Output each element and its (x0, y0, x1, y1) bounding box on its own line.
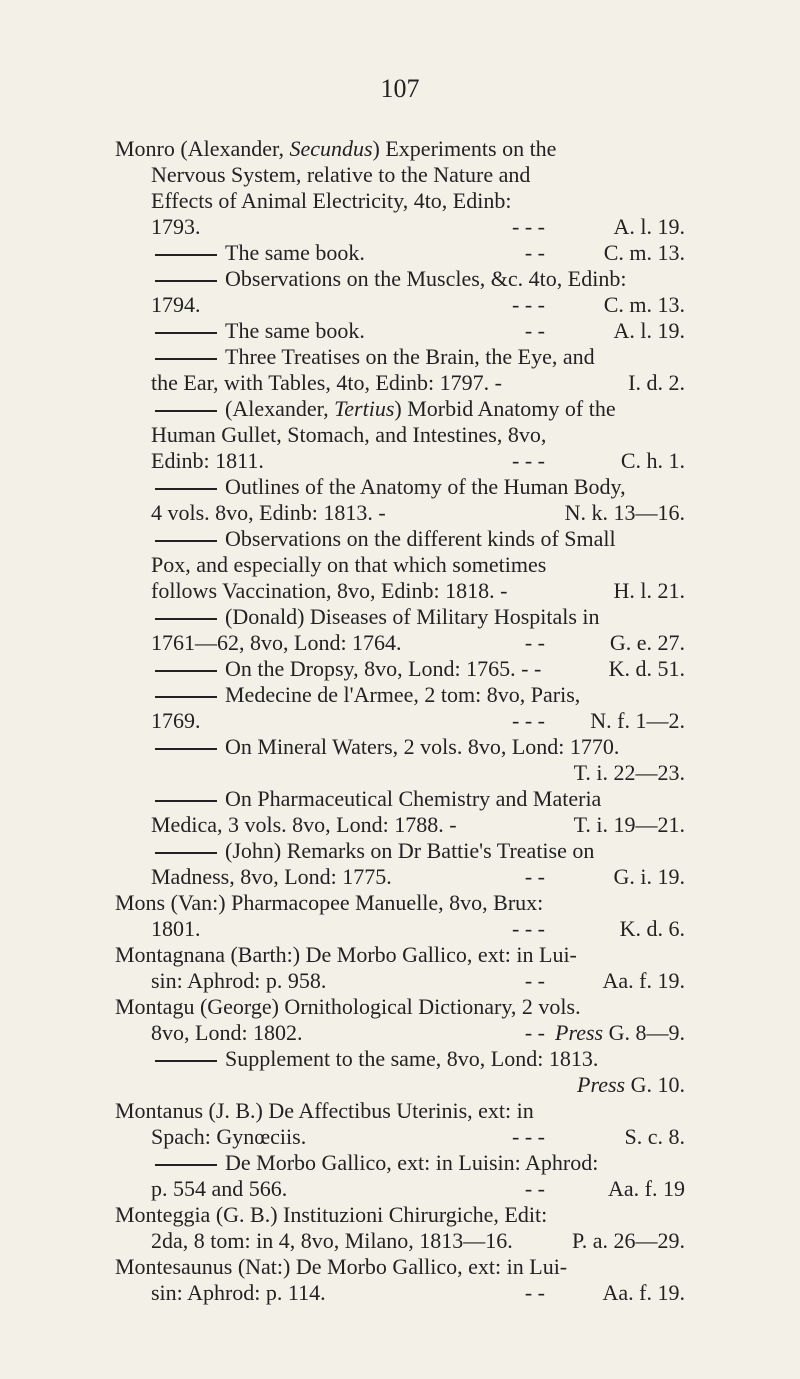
catalogue-line (115, 578, 685, 604)
catalogue-line (115, 292, 685, 318)
catalogue-line (115, 500, 685, 526)
leader-dashes: - - - (512, 1124, 545, 1149)
line-text (151, 968, 326, 993)
line-text (115, 942, 577, 967)
leader-dashes: - - - (512, 214, 545, 239)
line-text (225, 240, 365, 265)
shelf-reference: Aa. f. 19 (608, 1176, 685, 1201)
shelf-reference: N. f. 1—2. (590, 708, 685, 733)
text-segment: Montesaunus (Nat:) De Morbo Gallico, ext: in Lui- (115, 1254, 568, 1279)
line-text (151, 1228, 513, 1253)
text-segment: On Mineral Waters, 2 vols. 8vo, Lond: 1770. (225, 734, 620, 759)
line-text (151, 370, 502, 395)
line-text (225, 604, 600, 629)
shelf-reference: Aa. f. 19. (602, 968, 685, 993)
text-segment: follows Vaccination, 8vo, Edinb: 1818. - (151, 578, 508, 603)
catalogue-line (115, 812, 685, 838)
text-segment: Nervous System, relative to the Nature and (151, 162, 531, 187)
catalogue-line (115, 344, 685, 370)
line-text (115, 890, 543, 915)
catalogue-line (115, 526, 685, 552)
catalogue-line (115, 682, 685, 708)
line-text (225, 526, 616, 551)
catalogue-line (115, 786, 685, 812)
catalogue-line (115, 1176, 685, 1202)
line-text (151, 812, 457, 837)
ditto-dash (155, 800, 217, 802)
shelf-reference: Press G. 10. (577, 1072, 685, 1097)
shelf-reference: P. a. 26—29. (571, 1228, 685, 1253)
text-segment: Spach: Gynœciis. (151, 1124, 307, 1149)
text-segment: sin: Aphrod: p. 114. (151, 1280, 326, 1305)
catalogue-line (115, 968, 685, 994)
text-segment: the Ear, with Tables, 4to, Edinb: 1797. - (151, 370, 502, 395)
leader-dashes: - - (524, 1020, 545, 1045)
catalogue-line (115, 890, 685, 916)
catalogue-line (115, 1150, 685, 1176)
line-text (151, 448, 264, 473)
text-segment: 8vo, Lond: 1802. (151, 1020, 303, 1045)
line-text (115, 136, 556, 161)
catalogue-line (115, 162, 685, 188)
text-segment: 1794. (151, 292, 201, 317)
text-segment: Three Treatises on the Brain, the Eye, and (225, 344, 595, 369)
line-text (151, 500, 386, 525)
text-segment: 1761—62, 8vo, Lond: 1764. (151, 630, 402, 655)
shelf-reference: A. l. 19. (613, 318, 685, 343)
text-segment: Monro (Alexander, (115, 136, 290, 161)
catalogue-line (115, 214, 685, 240)
page-number: 107 (380, 74, 420, 103)
text-segment: 1769. (151, 708, 201, 733)
text-segment: Montagu (George) Ornithological Dictionary, 2 vols. (115, 994, 581, 1019)
ditto-dash (155, 280, 217, 282)
catalogue-line (115, 136, 685, 162)
leader-dashes: - - (524, 1280, 545, 1305)
line-text (151, 1124, 306, 1149)
shelf-reference: H. l. 21. (613, 578, 685, 603)
text-segment: Madness, 8vo, Lond: 1775. (151, 864, 392, 889)
catalogue-line (115, 1228, 685, 1254)
line-text (151, 578, 507, 603)
line-text (225, 656, 541, 681)
catalogue-line (115, 188, 685, 214)
text-segment: The same book. (225, 318, 365, 343)
shelf-reference: C. h. 1. (620, 448, 685, 473)
catalogue-line (115, 1124, 685, 1150)
shelf-reference: A. l. 19. (613, 214, 685, 239)
catalogue-line (115, 656, 685, 682)
catalogue-line (115, 1098, 685, 1124)
catalogue-line (115, 266, 685, 292)
leader-dashes: - - (524, 1176, 545, 1201)
ditto-dash (155, 358, 217, 360)
ditto-dash (155, 748, 217, 750)
text-segment: Observations on the Muscles, &c. 4to, Edinb: (225, 266, 627, 291)
line-text (151, 1176, 287, 1201)
ditto-dash (155, 670, 217, 672)
line-text (225, 1046, 598, 1071)
text-segment: Montanus (J. B.) De Affectibus Uterinis, ext: in (115, 1098, 534, 1123)
catalogue-line (115, 422, 685, 448)
ditto-dash (155, 1060, 217, 1062)
line-text (115, 1202, 547, 1227)
catalogue-line (115, 1020, 685, 1046)
ditto-dash (155, 332, 217, 334)
catalogue-line (115, 630, 685, 656)
leader-dashes: - - - (512, 448, 545, 473)
line-text (151, 1280, 326, 1305)
line-text (151, 162, 530, 187)
text-segment: Pox, and especially on that which sometimes (151, 552, 547, 577)
text-segment: Edinb: 1811. (151, 448, 264, 473)
text-segment: 1793. (151, 214, 201, 239)
catalogue-line (115, 994, 685, 1020)
line-text (151, 552, 546, 577)
catalogue-line (115, 864, 685, 890)
leader-dashes: - - (524, 864, 545, 889)
text-segment: ) Morbid Anatomy of the (394, 396, 616, 421)
catalogue-line (115, 240, 685, 266)
catalogue-line (115, 396, 685, 422)
catalogue-line (115, 552, 685, 578)
ditto-dash (155, 696, 217, 698)
line-text (151, 864, 392, 889)
catalogue-line (115, 1202, 685, 1228)
catalogue-line (115, 318, 685, 344)
ditto-dash (155, 410, 217, 412)
line-text (225, 682, 580, 707)
italic-text: Tertius (334, 396, 395, 421)
line-text (225, 474, 626, 499)
text-segment: 1801. (151, 916, 201, 941)
shelf-reference: G. i. 19. (613, 864, 685, 889)
shelf-reference: C. m. 13. (603, 292, 685, 317)
text-segment: Mons (Van:) Pharmacopee Manuelle, 8vo, Brux: (115, 890, 544, 915)
catalogue-entries (115, 136, 685, 1306)
catalogue-line (115, 474, 685, 500)
text-segment: p. 554 and 566. (151, 1176, 288, 1201)
text-segment: 4 vols. 8vo, Edinb: 1813. - (151, 500, 386, 525)
leader-dashes: - - (524, 630, 545, 655)
line-text (151, 1020, 303, 1045)
line-text (151, 630, 402, 655)
catalogue-line (115, 1072, 685, 1098)
line-text (225, 396, 616, 421)
leader-dashes: - - (524, 318, 545, 343)
text-segment: Supplement to the same, 8vo, Lond: 1813. (225, 1046, 599, 1071)
ditto-dash (155, 540, 217, 542)
line-text (225, 1150, 598, 1175)
line-text (151, 708, 201, 733)
line-text (151, 214, 201, 239)
line-text (151, 292, 201, 317)
leader-dashes: - - - (512, 708, 545, 733)
text-segment: ) Experiments on the (372, 136, 557, 161)
text-segment: Medecine de l'Armee, 2 tom: 8vo, Paris, (225, 682, 581, 707)
line-text (151, 188, 511, 213)
text-segment: Montagnana (Barth:) De Morbo Gallico, ext: in Lui- (115, 942, 577, 967)
leader-dashes: - - (524, 240, 545, 265)
text-segment: (Donald) Diseases of Military Hospitals in (225, 604, 600, 629)
catalogue-line (115, 916, 685, 942)
text-segment: On the Dropsy, 8vo, Lond: 1765. - - (225, 656, 542, 681)
line-text (225, 344, 595, 369)
shelf-reference: S. c. 8. (624, 1124, 685, 1149)
catalogue-line (115, 734, 685, 760)
catalogue-line (115, 370, 685, 396)
line-text (151, 422, 546, 447)
line-text (115, 1098, 534, 1123)
line-text (115, 994, 581, 1019)
ditto-dash (155, 618, 217, 620)
shelf-reference: T. i. 22—23. (573, 760, 685, 785)
text-segment: Effects of Animal Electricity, 4to, Edinb: (151, 188, 512, 213)
shelf-reference: C. m. 13. (603, 240, 685, 265)
catalogue-line (115, 604, 685, 630)
line-text (225, 266, 626, 291)
catalogue-line (115, 838, 685, 864)
text-segment: De Morbo Gallico, ext: in Luisin: Aphrod: (225, 1150, 599, 1175)
text-segment: Monteggia (G. B.) Instituzioni Chirurgiche, Edit: (115, 1202, 548, 1227)
line-text (225, 786, 601, 811)
text-segment: Outlines of the Anatomy of the Human Body, (225, 474, 626, 499)
line-text (115, 1254, 567, 1279)
ditto-dash (155, 254, 217, 256)
line-text (151, 916, 201, 941)
ditto-dash (155, 852, 217, 854)
shelf-reference: K. d. 6. (619, 916, 685, 941)
text-segment: Observations on the different kinds of Small (225, 526, 616, 551)
catalogue-line (115, 1280, 685, 1306)
italic-text: Secundus (289, 136, 373, 161)
line-text (225, 734, 619, 759)
shelf-reference: G. e. 27. (609, 630, 685, 655)
catalogue-line (115, 760, 685, 786)
text-segment: 2da, 8 tom: in 4, 8vo, Milano, 1813—16. (151, 1228, 513, 1253)
text-segment: (John) Remarks on Dr Battie's Treatise on (225, 838, 595, 863)
text-segment: Human Gullet, Stomach, and Intestines, 8vo, (151, 422, 547, 447)
catalogue-line (115, 1254, 685, 1280)
shelf-reference: Press G. 8—9. (555, 1020, 685, 1045)
leader-dashes: - - - (512, 292, 545, 317)
catalogue-line (115, 1046, 685, 1072)
text-segment: Medica, 3 vols. 8vo, Lond: 1788. - (151, 812, 457, 837)
catalogue-line (115, 708, 685, 734)
line-text (225, 838, 594, 863)
leader-dashes: - - (524, 968, 545, 993)
shelf-reference: T. i. 19—21. (573, 812, 685, 837)
shelf-reference: Aa. f. 19. (602, 1280, 685, 1305)
shelf-reference: N. k. 13—16. (564, 500, 685, 525)
line-text (225, 318, 365, 343)
text-segment: (Alexander, (225, 396, 335, 421)
ditto-dash (155, 488, 217, 490)
catalogue-line (115, 448, 685, 474)
text-segment: On Pharmaceutical Chemistry and Materia (225, 786, 602, 811)
leader-dashes: - - - (512, 916, 545, 941)
ditto-dash (155, 1164, 217, 1166)
text-segment: The same book. (225, 240, 365, 265)
text-segment: sin: Aphrod: p. 958. (151, 968, 327, 993)
catalogue-line (115, 942, 685, 968)
shelf-reference: I. d. 2. (628, 370, 685, 395)
shelf-reference: K. d. 51. (608, 656, 685, 681)
